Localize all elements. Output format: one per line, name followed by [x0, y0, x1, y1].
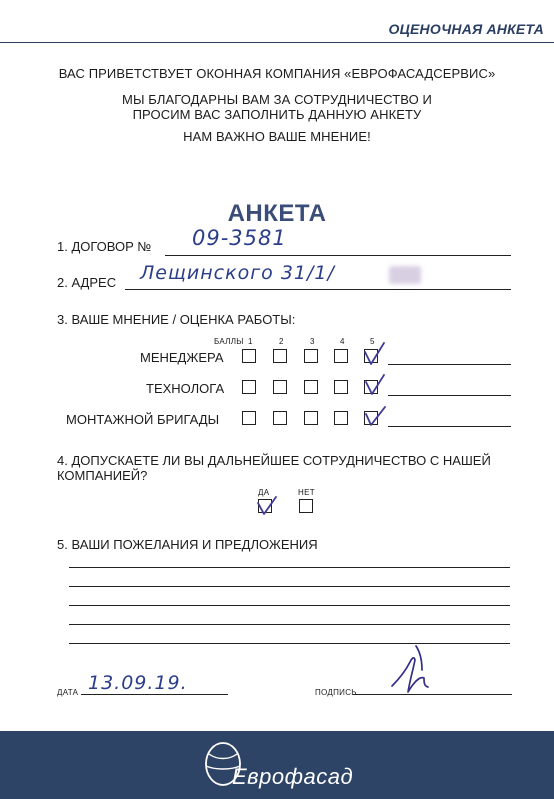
wishes-line-3	[69, 605, 510, 606]
score-4: 4	[340, 337, 345, 346]
address-value[interactable]: Лещинского 31/1/	[140, 262, 335, 284]
rating-row-technologist: ТЕХНОЛОГА	[146, 381, 225, 396]
cooperation-check-icon	[254, 494, 280, 518]
scores-label: БАЛЛЫ	[214, 337, 244, 346]
cooperation-question-cont: КОМПАНИЕЙ?	[57, 468, 148, 483]
rating-row-installation-crew: МОНТАЖНОЙ БРИГАДЫ	[66, 412, 220, 427]
technologist-score-2-checkbox[interactable]	[273, 380, 287, 394]
rating-label: 3. ВАШЕ МНЕНИЕ / ОЦЕНКА РАБОТЫ:	[57, 312, 296, 327]
signature-label: ПОДПИСЬ	[315, 688, 357, 697]
score-3: 3	[310, 337, 315, 346]
score-5: 5	[370, 337, 375, 346]
contract-label: 1. ДОГОВОР №	[57, 239, 152, 254]
crew-check-icon	[362, 401, 392, 429]
cooperation-no-checkbox[interactable]	[299, 499, 313, 513]
crew-score-2-checkbox[interactable]	[273, 411, 287, 425]
date-line	[81, 694, 228, 695]
form-title: ОЦЕНОЧНАЯ АНКЕТА	[388, 21, 544, 37]
crew-comment-line	[388, 426, 511, 427]
manager-score-1-checkbox[interactable]	[242, 349, 256, 363]
intro-greeting: ВАС ПРИВЕТСТВУЕТ ОКОННАЯ КОМПАНИЯ «ЕВРОФАСАДСЕРВИС»	[58, 66, 496, 81]
form-heading: АНКЕТА	[227, 200, 327, 227]
contract-line	[165, 255, 511, 256]
technologist-check-icon	[362, 370, 392, 398]
manager-score-3-checkbox[interactable]	[304, 349, 318, 363]
wishes-line-2	[69, 586, 510, 587]
technologist-score-3-checkbox[interactable]	[304, 380, 318, 394]
technologist-score-1-checkbox[interactable]	[242, 380, 256, 394]
score-1: 1	[248, 337, 253, 346]
manager-score-4-checkbox[interactable]	[334, 349, 348, 363]
wishes-line-4	[69, 624, 510, 625]
wishes-line-1	[69, 567, 510, 568]
crew-score-3-checkbox[interactable]	[304, 411, 318, 425]
intro-thanks: МЫ БЛАГОДАРНЫ ВАМ ЗА СОТРУДНИЧЕСТВО И	[122, 92, 432, 107]
header-band	[0, 20, 554, 43]
date-label: ДАТА	[57, 688, 79, 697]
signature-mark	[380, 640, 440, 700]
cooperation-question: 4. ДОПУСКАЕТЕ ЛИ ВЫ ДАЛЬНЕЙШЕЕ СОТРУДНИЧЕСТВО С НАШЕЙ	[57, 453, 491, 468]
contract-value[interactable]: 09-3581	[192, 226, 287, 250]
manager-comment-line	[388, 364, 511, 365]
yes-label: ДА	[258, 488, 270, 497]
company-logo-text: Еврофасад	[232, 764, 354, 789]
technologist-score-4-checkbox[interactable]	[334, 380, 348, 394]
wishes-line-5	[69, 643, 510, 644]
address-redaction	[389, 266, 421, 284]
address-line	[125, 289, 511, 290]
crew-score-4-checkbox[interactable]	[334, 411, 348, 425]
intro-request: ПРОСИМ ВАС ЗАПОЛНИТЬ ДАННУЮ АНКЕТУ	[132, 107, 422, 122]
date-value[interactable]: 13.09.19.	[88, 672, 188, 694]
wishes-label: 5. ВАШИ ПОЖЕЛАНИЯ И ПРЕДЛОЖЕНИЯ	[57, 537, 318, 552]
intro-importance: НАМ ВАЖНО ВАШЕ МНЕНИЕ!	[183, 129, 371, 144]
technologist-comment-line	[388, 395, 511, 396]
crew-score-1-checkbox[interactable]	[242, 411, 256, 425]
rating-row-manager: МЕНЕДЖЕРА	[140, 350, 224, 365]
address-label: 2. АДРЕС	[57, 275, 117, 290]
no-label: НЕТ	[298, 488, 315, 497]
manager-score-2-checkbox[interactable]	[273, 349, 287, 363]
score-2: 2	[279, 337, 284, 346]
